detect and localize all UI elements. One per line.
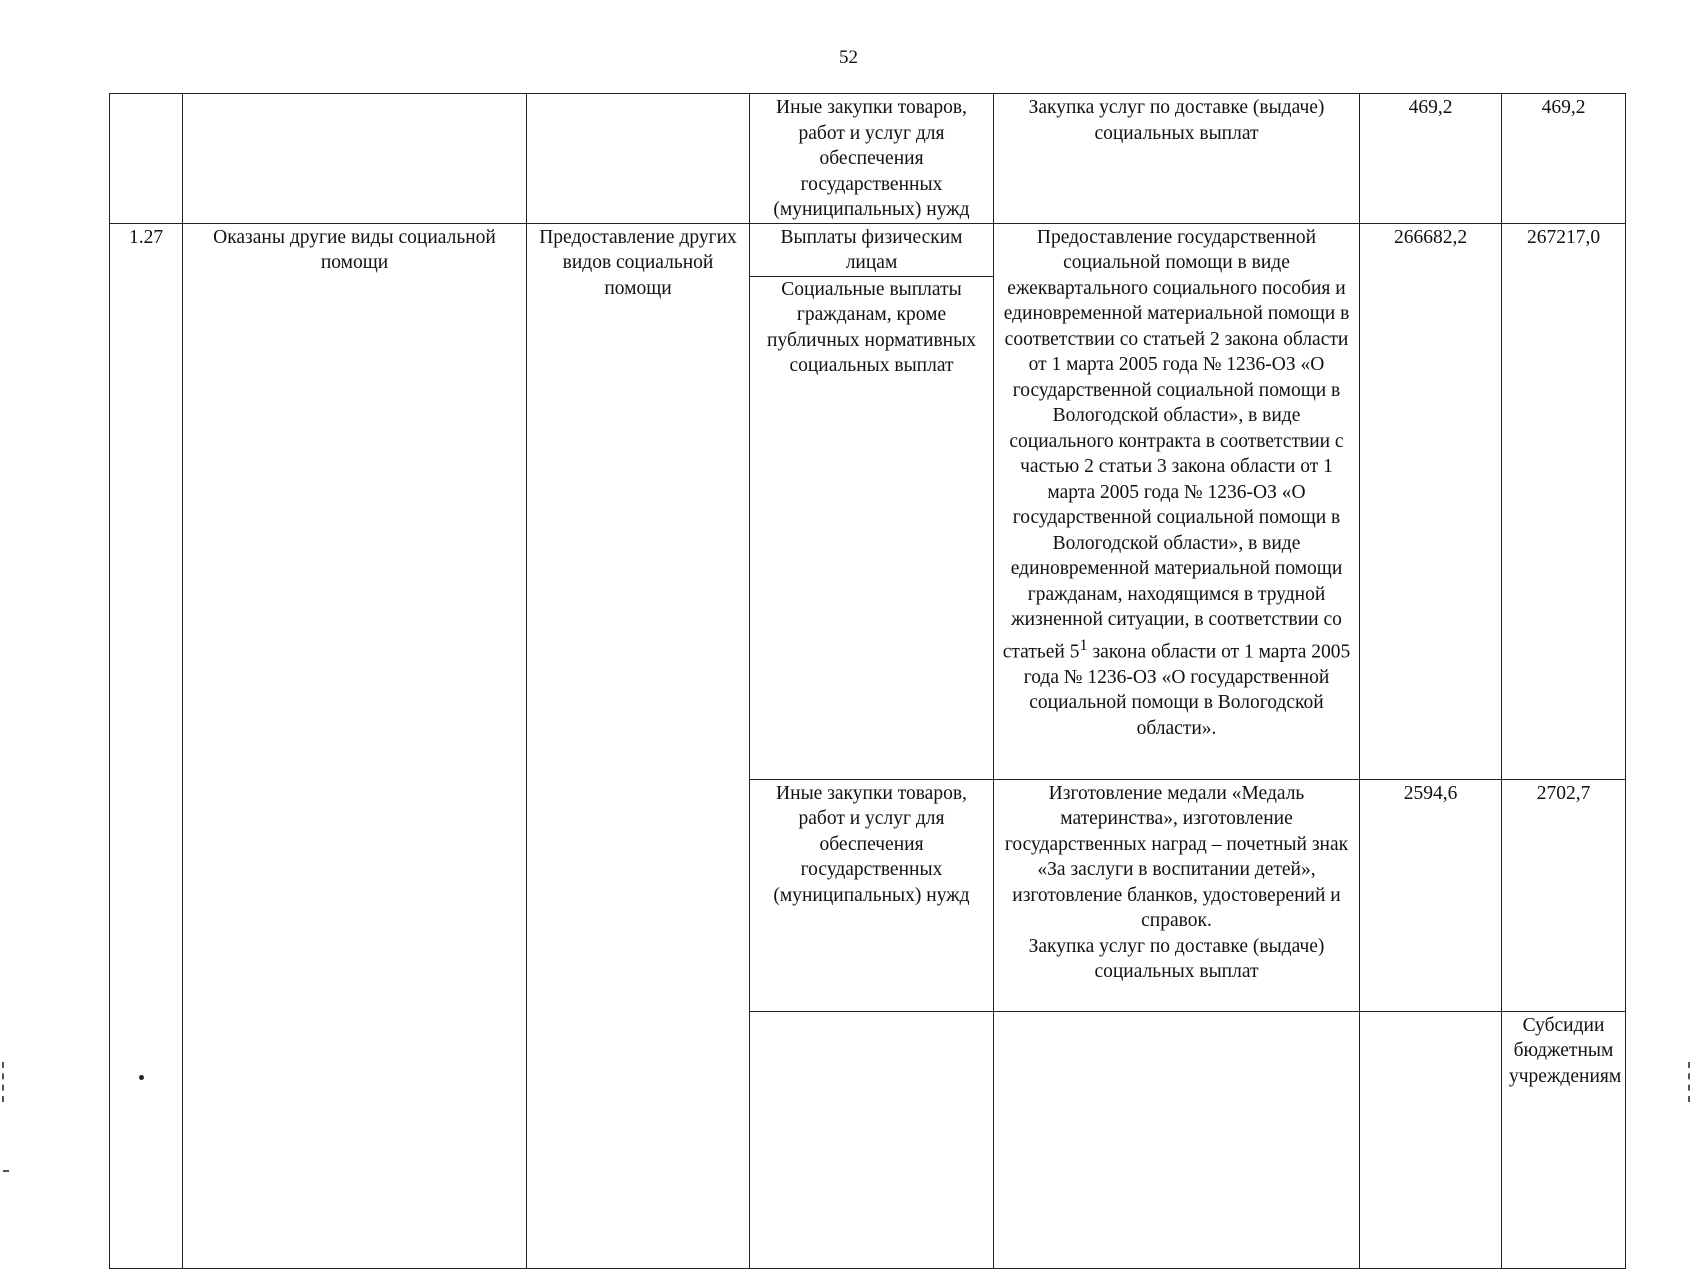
description-superscript: 1: [1079, 635, 1088, 654]
row-number-cell: 1.27: [110, 223, 183, 1268]
expense-type-header: Выплаты физическим лицам: [750, 225, 993, 277]
description-text-continued: Закупка услуг по доставке (выдаче) социальных выплат: [1028, 935, 1325, 982]
scan-dot-mark: [139, 1075, 144, 1080]
table-row: [110, 94, 1626, 224]
value-cell-2: 469,2: [1502, 94, 1626, 224]
budget-table: [109, 93, 1626, 1269]
activity-cell: [1360, 1011, 1502, 1268]
description-cell: [994, 779, 1360, 1011]
scan-edge-mark-left: [2, 1062, 7, 1102]
table-row: [110, 223, 1626, 779]
scan-tick-mark: [3, 1170, 9, 1172]
description-text: Предоставление государственной социальной помощи в виде ежеквартального социального пособия и единовременной материальной помощи в соответствии со статьей 2 закона области от 1 марта 2005 года № 1236-ОЗ «О государственной социальной помощи в Вологодской области», в виде социального контракта в соответствии с частью 2 статьи 3 закона области от 1 марта 2005 года № 1236-ОЗ «О государственной социальной помощи в Вологодской области», в виде единовременной материальной помощи гражданам, находящимся в трудной жизненной ситуации, в соответствии со статьей 5: [1002, 226, 1350, 662]
expense-type-cell: [750, 223, 994, 779]
activity-cell: [527, 94, 750, 224]
result-cell: [183, 94, 527, 224]
activity-cell: Предоставление других видов социальной помощи: [527, 223, 750, 1268]
page-number: 52: [839, 47, 858, 68]
expense-type-text: Социальные выплаты гражданам, кроме публичных нормативных социальных выплат: [767, 278, 976, 376]
description-cell: Закупка услуг по доставке (выдаче) социальных выплат: [994, 94, 1360, 224]
row-number-cell: [750, 1011, 994, 1268]
value-cell-1: 2594,6: [1360, 779, 1502, 1011]
value-cell-2: 267217,0: [1502, 223, 1626, 779]
description-text: Изготовление медали «Медаль материнства», изготовление государственных наград – почетный знак «За заслуги в воспитании детей», изготовление бланков, удостоверений и справок.: [1004, 782, 1349, 931]
description-cell: [994, 223, 1360, 779]
expense-type-cell: Иные закупки товаров, работ и услуг для обеспечения государственных (муниципальных) нужд: [750, 94, 994, 224]
expense-type-cell: Иные закупки товаров, работ и услуг для обеспечения государственных (муниципальных) нужд: [750, 779, 994, 1011]
value-cell-1: 266682,2: [1360, 223, 1502, 779]
value-cell-1: 469,2: [1360, 94, 1502, 224]
value-cell-2: 2702,7: [1502, 779, 1626, 1011]
expense-type-cell: Субсидии бюджетным учреждениям: [1502, 1011, 1626, 1268]
scan-edge-mark-right: [1688, 1062, 1693, 1102]
row-number-cell: [110, 94, 183, 224]
result-cell: [994, 1011, 1360, 1268]
result-cell: Оказаны другие виды социальной помощи: [183, 223, 527, 1268]
description-text-continued: закона области от 1 марта 2005 года № 1236-ОЗ «О государственной социальной помощи в Вологодской области».: [1023, 641, 1351, 739]
